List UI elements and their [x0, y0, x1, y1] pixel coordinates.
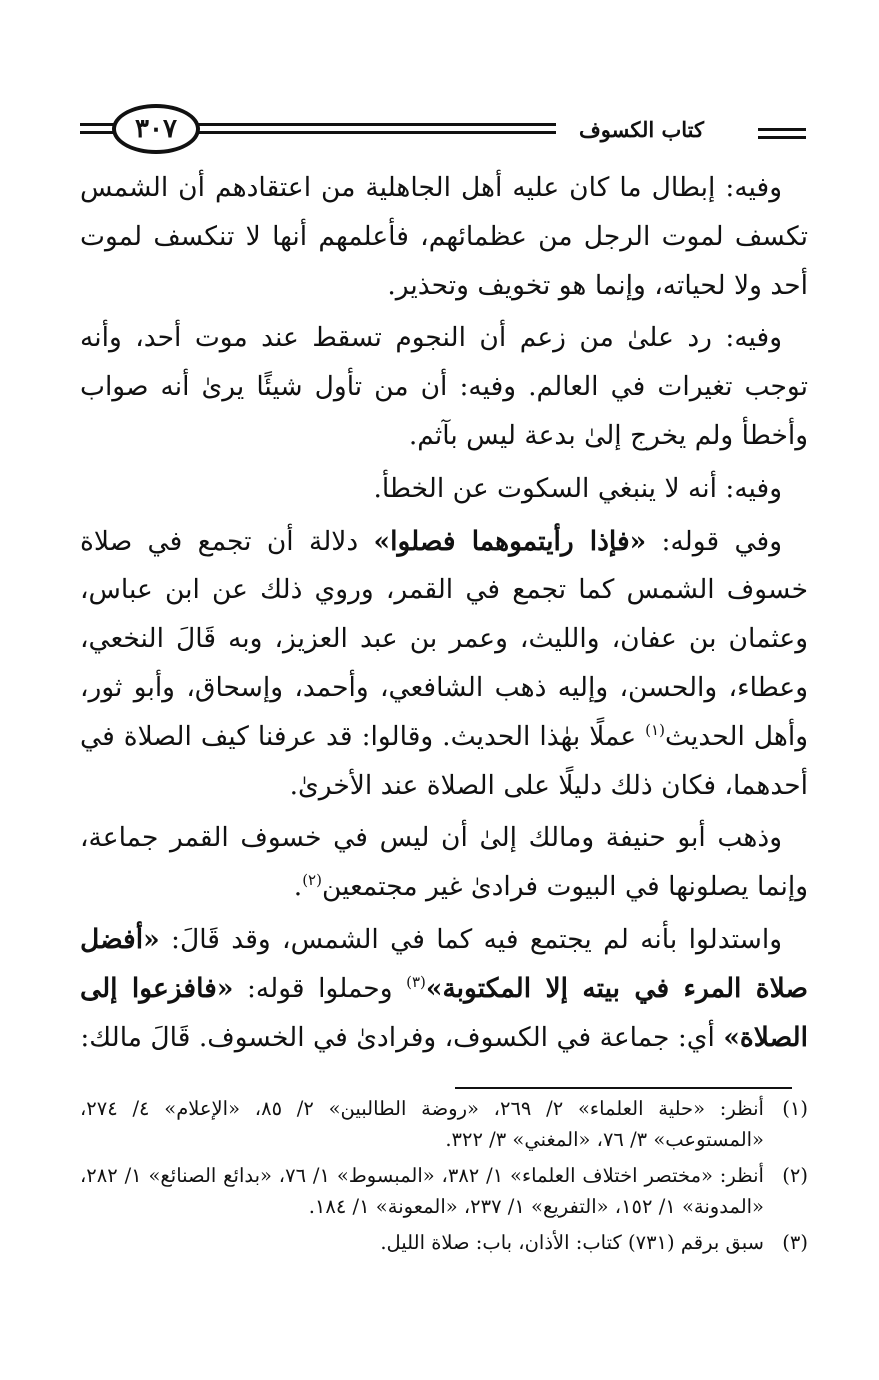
- header-rule-middle-top: [196, 123, 556, 126]
- paragraph-1: وفيه: إبطال ما كان عليه أهل الجاهلية من اعتقادهم أن الشمس تكسف لموت الرجل من عظمائهم، فأعلمهم أنها لا تنكسف لموت أحد ولا لحياته، وإنما هو تخويف وتحذير.: [80, 172, 808, 301]
- hadith-quote-1: «فإذا رأيتموهما فصلوا»: [373, 525, 647, 557]
- page-number-text: ٣٠٧: [135, 114, 177, 144]
- footnote-1: [80, 1094, 808, 1155]
- paragraph-5-text-a: وذهب أبو حنيفة ومالك إلىٰ أن ليس في خسوف القمر جماعة، وإنما يصلونها في البيوت فرادىٰ غير مجتمعين: [80, 822, 808, 903]
- footnote-ref-2: (٢): [302, 871, 322, 890]
- chapter-title: كتاب الكسوف: [579, 117, 704, 142]
- paragraph-4-text-a: وفي قوله:: [646, 525, 782, 557]
- footnote-ref-3: (٣): [406, 972, 426, 991]
- paragraph-6-text-c: وحملوا قوله:: [233, 972, 407, 1004]
- paragraph-5: [80, 814, 808, 912]
- paragraph-3: وفيه: أنه لا ينبغي السكوت عن الخطأ.: [373, 472, 782, 504]
- footnote-text: أنظر: «مختصر اختلاف العلماء» ١/ ٣٨٢، «المبسوط» ١/ ٧٦، «بدائع الصنائع» ١/ ٢٨٢، «المدونة» ١/ ١٥٢، «التفريع» ١/ ٢٣٧، «المعونة» ١/ ١٨٤.: [80, 1164, 764, 1218]
- paragraph-5-text-b: .: [293, 871, 303, 903]
- header-rule-right-bottom: [758, 136, 806, 139]
- paragraph-6-text-a: واستدلوا بأنه لم يجتمع فيه كما في الشمس، وقد قَالَ:: [159, 923, 782, 955]
- paragraph-2: وفيه: رد علىٰ من زعم أن النجوم تسقط عند موت أحد، وأنه توجب تغيرات في العالم. وفيه: أن من تأول شيئًا يرىٰ أنه صواب وأخطأ ولم يخرج إلىٰ بدعة ليس بآثم.: [80, 322, 808, 451]
- hadith-quote-3: «فافزعوا إلى الصلاة»: [80, 972, 808, 1053]
- running-header: [78, 100, 808, 160]
- header-rule-right-top: [758, 128, 806, 131]
- footnote-number: (١): [782, 1097, 808, 1120]
- footnote-2: [80, 1161, 808, 1222]
- header-rule-middle-bottom: [196, 131, 556, 134]
- footnote-number: (٣): [782, 1231, 808, 1254]
- hadith-quote-2: «أفضل صلاة المرء في بيته إلا المكتوبة»: [80, 923, 808, 1004]
- footnotes: [80, 1094, 808, 1265]
- footnote-text: سبق برقم (٧٣١) كتاب: الأذان، باب: صلاة الليل.: [380, 1231, 764, 1254]
- paragraph-4-text-c: دلالة أن تجمع في صلاة خسوف الشمس كما تجمع في القمر، وروي ذلك عن ابن عباس، وعثمان بن عفان، والليث، وعمر بن عبد العزيز، وبه قَالَ النخعي، وعطاء، والحسن، وإليه ذهب الشافعي، وأحمد، وإسحاق، وأبو ثور، وأهل الحديث: [80, 525, 808, 752]
- paragraph-4-text-d: عملًا بهٰذا الحديث. وقالوا: قد عرفنا كيف الصلاة في أحدهما، فكان ذلك دليلًا على الصلاة عند الأخرىٰ.: [80, 720, 808, 801]
- paragraph-4: [80, 518, 808, 811]
- page-number: [112, 104, 200, 154]
- footnote-text: أنظر: «حلية العلماء» ٢/ ٢٦٩، «روضة الطالبين» ٢/ ٨٥، «الإعلام» ٤/ ٢٧٤، «المستوعب» ٣/ ٧٦، «المغني» ٣/ ٣٢٢.: [80, 1097, 764, 1151]
- footnote-3: [80, 1228, 808, 1259]
- main-text: [80, 164, 808, 1066]
- paragraph-6: [80, 916, 808, 1062]
- footnote-ref-1: (١): [645, 720, 665, 739]
- footnote-separator: [455, 1087, 792, 1089]
- paragraph-6-text-e: أي: جماعة في الكسوف، وفرادىٰ في الخسوف. قَالَ مالك:: [80, 1021, 724, 1053]
- footnote-number: (٢): [782, 1164, 808, 1187]
